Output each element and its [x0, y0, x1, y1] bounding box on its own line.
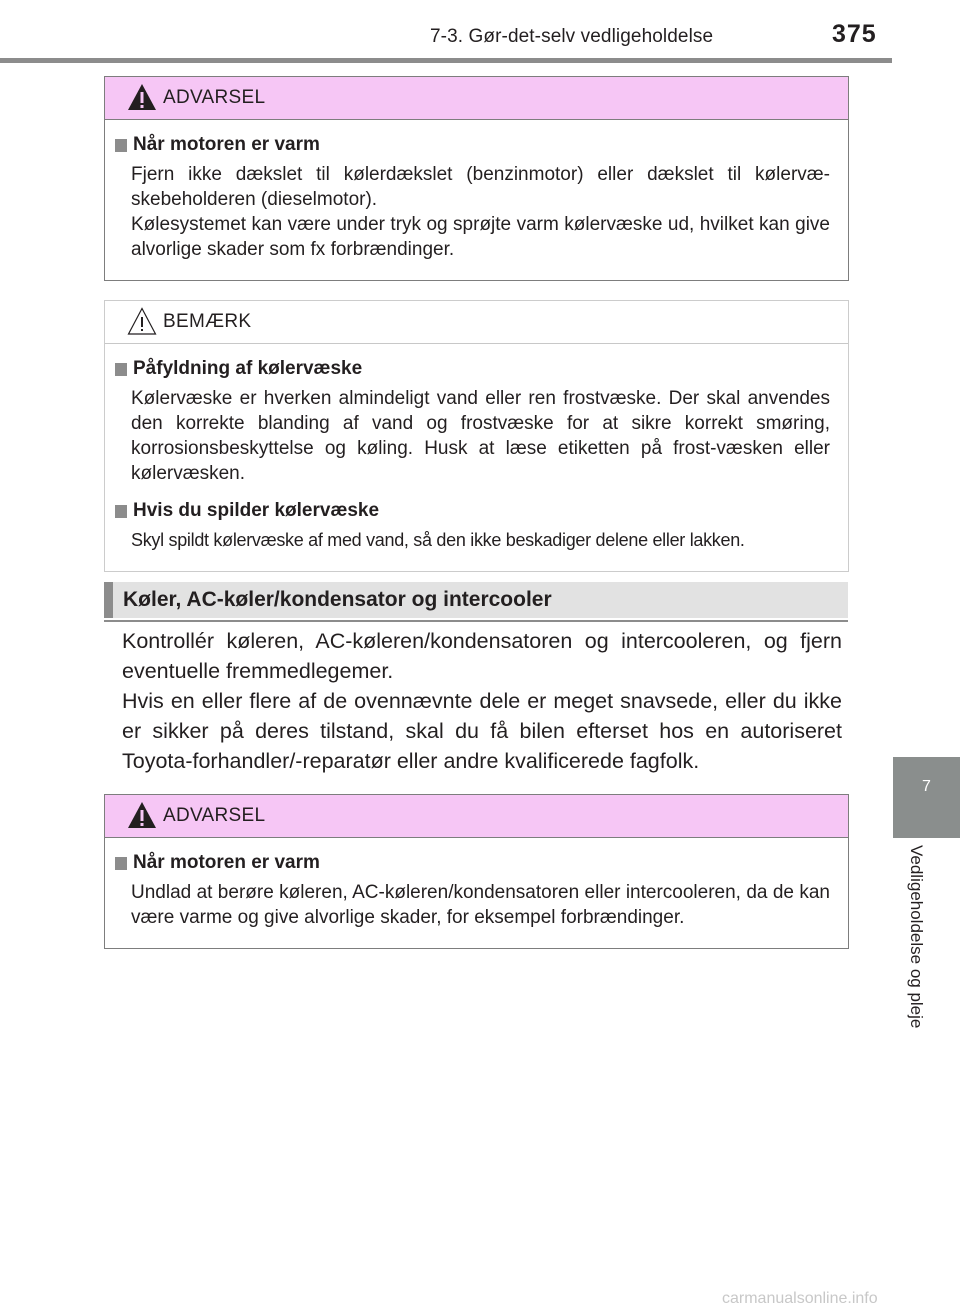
warning-box-1 — [104, 76, 849, 281]
chapter-tab — [893, 757, 960, 838]
warning-item — [115, 134, 830, 262]
warning-icon — [127, 83, 157, 111]
warning-icon — [127, 801, 157, 829]
notice-title: BEMÆRK — [163, 311, 252, 332]
warning-title: ADVARSEL — [163, 805, 266, 826]
chapter-number: 7 — [922, 778, 931, 795]
notice-box — [104, 300, 849, 572]
warning-item — [115, 852, 830, 930]
bullet-square-icon — [115, 139, 127, 152]
item-text: Fjern ikke dækslet til kølerdækslet (benzinmotor) eller dækslet til kølervæ-skebeholderen (dieselmotor). — [131, 164, 830, 210]
paragraph-2: Hvis en eller flere af de ovennævnte dele er meget snavsede, eller du ikke er sikker på deres tilstand, skal du få bilen efterset hos en autoriseret Toyota-forhandler/-reparatør eller andre kvalificerede fagfolk. — [122, 689, 842, 773]
paragraph-1: Kontrollér køleren, AC-køleren/kondensatoren og intercooleren, og fjern eventuelle fremmedlegemer. — [122, 629, 842, 683]
item-heading: Når motoren er varm — [133, 134, 320, 155]
item-text: Undlad at berøre køleren, AC-køleren/kondensatoren eller intercooleren, da de kan være varme og give alvorlige skader, for eksempel forbrændinger. — [131, 882, 830, 928]
watermark: carmanualsonline.info — [722, 1290, 878, 1307]
section-rule — [104, 620, 848, 622]
warning-title: ADVARSEL — [163, 87, 266, 108]
notice-item-2 — [115, 500, 830, 553]
bullet-square-icon — [115, 363, 127, 376]
warning-header — [105, 795, 848, 838]
page-number: 375 — [832, 20, 877, 48]
warning-header — [105, 77, 848, 120]
item-heading: Når motoren er varm — [133, 852, 320, 873]
caution-icon — [127, 307, 157, 335]
notice-item-1 — [115, 358, 830, 486]
header-rule — [0, 58, 892, 63]
body-text — [122, 626, 842, 776]
item-heading: Påfyldning af kølervæske — [133, 358, 363, 379]
section-heading — [104, 582, 848, 618]
running-header: 7-3. Gør-det-selv vedligeholdelse — [430, 26, 714, 47]
item-heading: Hvis du spilder kølervæske — [133, 500, 380, 521]
warning-box-2 — [104, 794, 849, 949]
chapter-label: Vedligeholdelse og pleje — [907, 845, 926, 1029]
bullet-square-icon — [115, 857, 127, 870]
notice-header — [105, 301, 848, 344]
section-title: Køler, AC-køler/kondensator og intercooler — [123, 588, 552, 611]
item-text-2: Kølesystemet kan være under tryk og sprøjte varm kølervæske ud, hvilket kan give alvorlige skader som fx forbrændinger. — [131, 214, 830, 260]
item-text: Skyl spildt kølervæske af med vand, så den ikke beskadiger delene eller lakken. — [131, 530, 745, 550]
item-text: Kølervæske er hverken almindeligt vand eller ren frostvæske. Der skal anvendes den korrekte blanding af vand og frostvæske for at sikre korrekt smøring, korrosionsbeskyttelse og køling. Husk at læse etiketten på frost-væsken eller kølervæsken. — [131, 388, 830, 484]
bullet-square-icon — [115, 505, 127, 518]
